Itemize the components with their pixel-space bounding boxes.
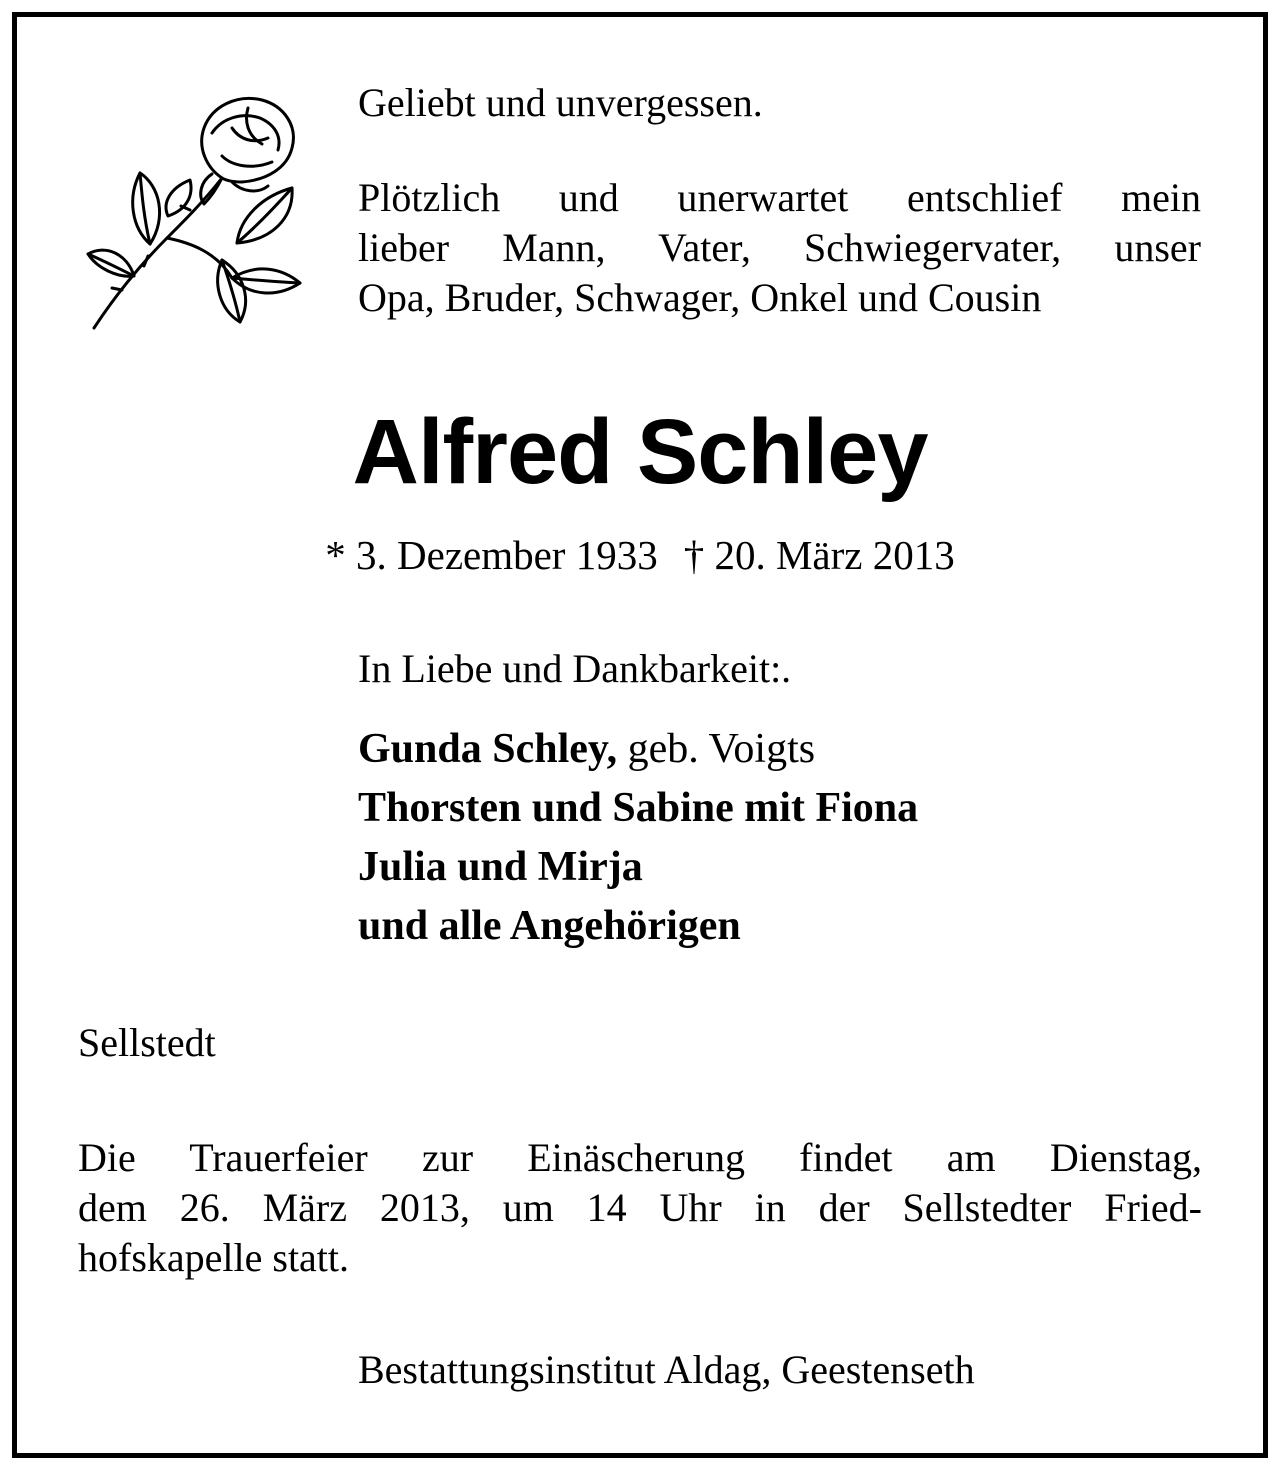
rose-icon [72, 78, 302, 340]
motto: Geliebt und unvergessen. [358, 80, 763, 125]
mourners-intro: In Liebe und Dankbarkeit:. [358, 646, 792, 691]
birth-date: * 3. Dezember 1933 [325, 532, 658, 578]
life-dates [0, 530, 1280, 580]
mourner-name: Gunda Schley, [358, 726, 618, 772]
mourner-line: und alle Angehörigen [358, 903, 741, 949]
ceremony-line: hofskapelle statt. [78, 1235, 350, 1280]
announcement-line: Opa, Bruder, Schwager, Onkel und Cousin [358, 275, 1042, 320]
funeral-home: Bestattungsinstitut Aldag, Geestenseth [358, 1347, 975, 1392]
ceremony-line: dem 26. März 2013, um 14 Uhr in der Sellstedter Fried- [78, 1185, 1202, 1230]
mourners-list [358, 720, 918, 956]
announcement-line: Plötzlich und unerwartet entschlief mein [358, 175, 1201, 220]
mourner-line: Julia und Mirja [358, 844, 643, 890]
death-date: † 20. März 2013 [683, 532, 955, 578]
ceremony-line: Die Trauerfeier zur Einäscherung findet am Dienstag, [78, 1135, 1202, 1180]
ceremony-notice [78, 1133, 1202, 1283]
announcement-line: lieber Mann, Vater, Schwiegervater, unser [358, 225, 1201, 270]
place: Sellstedt [78, 1020, 216, 1065]
mourner-line: Thorsten und Sabine mit Fiona [358, 785, 919, 831]
mourner-maiden-name: geb. Voigts [617, 726, 816, 772]
deceased-name: Alfred Schley [352, 401, 928, 503]
announcement [358, 173, 1201, 323]
mourner-line [358, 720, 918, 779]
